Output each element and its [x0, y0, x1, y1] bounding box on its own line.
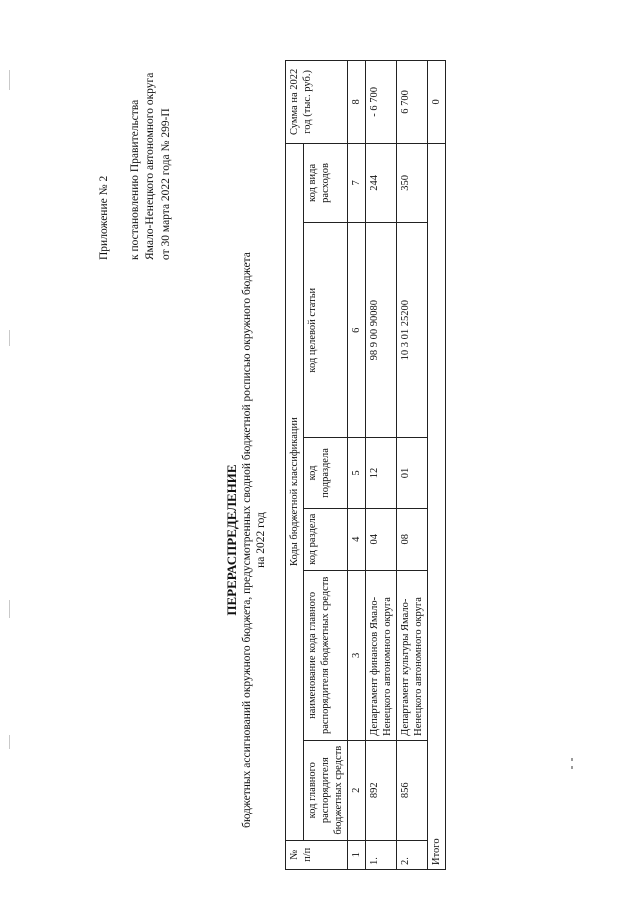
heading-line: на 2022 год	[255, 512, 267, 568]
row-subsection: 01	[397, 438, 428, 508]
scan-edge-mark	[9, 70, 10, 90]
heading-line: бюджетных ассигнований окружного бюджета, предусмотренных сводной бюджетной росписью окружного бюджета	[240, 252, 253, 828]
row-num: 1.	[366, 840, 397, 869]
header-manager-code: код главного распорядителя бюджетных средств	[304, 740, 348, 840]
row-manager-code: 892	[366, 740, 397, 840]
column-number: 6	[348, 223, 366, 438]
header-subsection: код подраздела	[304, 438, 348, 508]
row-target-item: 98 9 00 90080	[366, 223, 397, 438]
column-number: 7	[348, 143, 366, 222]
header-expense-type: код вида расходов	[304, 143, 348, 222]
row-amount: 6 700	[397, 61, 428, 144]
total-label: Итого	[428, 143, 446, 869]
row-expense-type: 350	[397, 143, 428, 222]
column-number-row	[348, 61, 366, 870]
row-manager-code: 856	[397, 740, 428, 840]
budget-table	[285, 60, 446, 870]
table-row	[397, 61, 428, 870]
column-number: 5	[348, 438, 366, 508]
table-header-row	[286, 61, 304, 870]
column-number: 4	[348, 508, 366, 570]
column-number: 1	[348, 840, 366, 869]
appendix-block	[97, 73, 174, 260]
table-row	[366, 61, 397, 870]
appendix-title: Приложение № 2	[98, 175, 110, 260]
table-header-row	[304, 61, 348, 870]
row-target-item: 10 3 01 25200	[397, 223, 428, 438]
column-number: 2	[348, 740, 366, 840]
row-subsection: 12	[366, 438, 397, 508]
row-expense-type: 244	[366, 143, 397, 222]
header-codes-group: Коды бюджетной классификации	[286, 143, 304, 840]
document-page	[75, 40, 635, 880]
header-section: код раздела	[304, 508, 348, 570]
document-heading	[225, 200, 269, 880]
column-number: 8	[348, 61, 366, 144]
row-section: 08	[397, 508, 428, 570]
row-manager-name: Департамент финансов Ямало-Ненецкого автономного округа	[366, 570, 397, 740]
header-num: № п/п	[286, 840, 348, 869]
scan-edge-mark	[9, 600, 10, 618]
header-manager-name: наименование кода главного распорядителя бюджетных средств	[304, 570, 348, 740]
document-title: ПЕРЕРАСПРЕДЕЛЕНИЕ	[224, 464, 239, 616]
appendix-line: от 30 марта 2022 года № 299-П	[159, 108, 172, 260]
total-row	[428, 61, 446, 870]
header-target-item: код целевой статьи	[304, 223, 348, 438]
header-amount: Сумма на 2022 год (тыс. руб.)	[286, 61, 348, 144]
scan-edge-mark	[9, 735, 10, 749]
total-amount: 0	[428, 61, 446, 144]
column-number: 3	[348, 570, 366, 740]
row-amount: - 6 700	[366, 61, 397, 144]
scan-edge-mark	[9, 330, 10, 346]
row-num: 2.	[397, 840, 428, 869]
row-manager-name: Департамент культуры Ямало-Ненецкого автономного округа	[397, 570, 428, 740]
appendix-line: к постановлению Правительства	[128, 99, 141, 260]
appendix-line: Ямало-Ненецкого автономного округа	[144, 72, 156, 260]
row-section: 04	[366, 508, 397, 570]
